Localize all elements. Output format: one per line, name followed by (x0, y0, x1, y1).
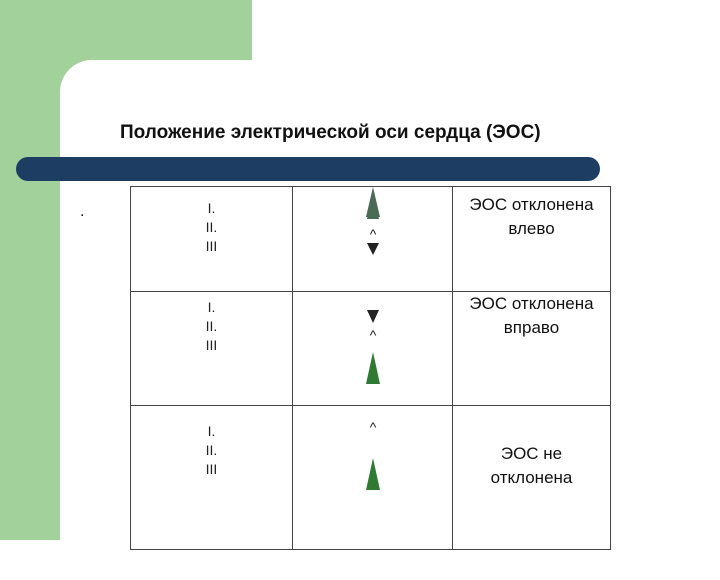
description-line: ЭОС отклонена (469, 294, 594, 313)
eos-table (130, 186, 611, 550)
description-cell (453, 292, 611, 406)
table-row (131, 406, 611, 550)
tall-triangle-up-icon (366, 458, 380, 490)
description-line: влево (508, 219, 555, 238)
lead-label: I. (207, 423, 216, 439)
leads-cell (131, 406, 293, 550)
arrows-cell (293, 406, 453, 550)
caret-up-icon: ^ (369, 419, 377, 435)
lead-label: I. (207, 299, 216, 315)
leads-cell (131, 292, 293, 406)
arrows-graphic (293, 292, 453, 399)
arrows-graphic (293, 406, 453, 513)
arrows-cell (293, 292, 453, 406)
leads-cell (131, 187, 293, 292)
lead-label: III (205, 238, 218, 254)
triangle-down-icon (367, 310, 379, 323)
table-row (131, 187, 611, 292)
description-line: отклонена (490, 468, 573, 487)
caret-up-icon: ^ (369, 226, 377, 242)
lead-label: II. (205, 219, 218, 235)
caret-up-icon: ^ (369, 327, 377, 343)
tall-triangle-up-icon (366, 352, 380, 384)
description-line: вправо (503, 318, 560, 337)
table-row (131, 292, 611, 406)
description-cell (453, 187, 611, 292)
triangle-down-icon (367, 243, 379, 255)
lead-label: III (205, 337, 218, 353)
tall-triangle-up-icon (367, 189, 379, 219)
description-cell (453, 406, 611, 550)
lead-label: II. (205, 442, 218, 458)
description-line: ЭОС отклонена (469, 195, 594, 214)
bullet-point: . (80, 203, 85, 220)
lead-label: I. (207, 200, 216, 216)
slide-title: Положение электрической оси сердца (ЭОС) (120, 122, 541, 143)
description-line: ЭОС не (500, 444, 563, 463)
arrows-cell (293, 187, 453, 292)
arrows-graphic (293, 187, 453, 279)
lead-label: III (205, 461, 218, 477)
title-underline-bar (16, 157, 600, 181)
lead-label: II. (205, 318, 218, 334)
